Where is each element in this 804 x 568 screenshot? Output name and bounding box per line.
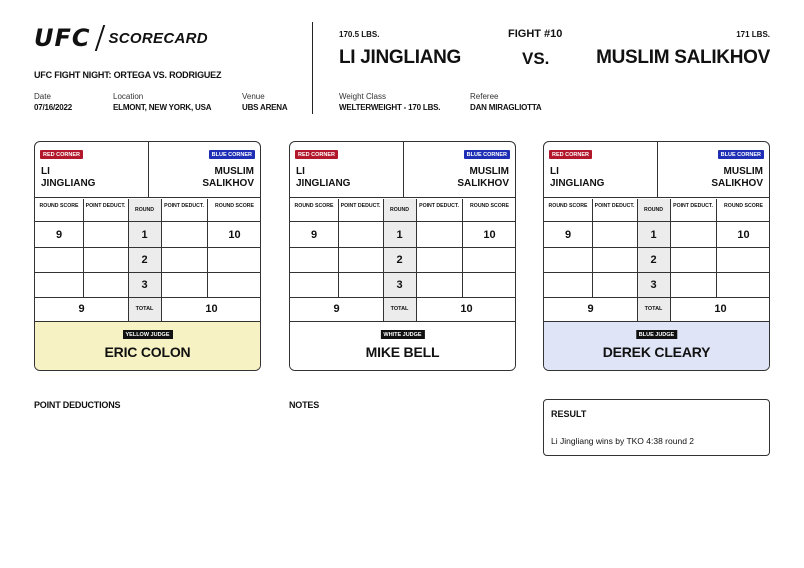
red-point-deduct (83, 223, 128, 247)
venue-value: UBS ARENA (242, 103, 288, 112)
grid-line (637, 199, 638, 298)
blue-round-score-header: ROUND SCORE (207, 199, 261, 222)
red-point-deduct (83, 273, 128, 297)
red-total-score: 9 (587, 303, 594, 315)
round-number: 1 (650, 229, 657, 241)
blue-round-score: 10 (228, 229, 241, 241)
round-row (35, 223, 260, 248)
ufc-scorecard-logo (34, 24, 208, 52)
grid-line (207, 199, 208, 298)
round-row (544, 248, 769, 273)
blue-round-score-header: ROUND SCORE (716, 199, 770, 222)
red-round-score: 9 (564, 229, 572, 241)
blue-round-score (716, 273, 770, 297)
result-title: RESULT (551, 409, 587, 419)
blue-last-name: SALIKHOV (202, 178, 254, 189)
judge-tag: WHITE JUDGE (380, 330, 424, 339)
blue-round-score (462, 273, 516, 297)
scorecard-judge-1 (34, 141, 261, 371)
blue-corner-name (202, 166, 254, 190)
total-label: TOTAL (390, 306, 409, 312)
red-corner-name (41, 166, 95, 190)
judge-panel (290, 322, 515, 371)
scorecard-header (544, 142, 769, 198)
total-row (544, 298, 769, 322)
blue-point-deduct (161, 273, 207, 297)
blue-point-deduct-header: POINT DEDUCT. (161, 199, 207, 222)
blue-weight: 171 LBS. (736, 30, 770, 39)
blue-round-score (716, 248, 770, 272)
location-value: ELMONT, NEW YORK, USA (113, 103, 212, 112)
red-round-score (290, 248, 338, 272)
grid-line (416, 199, 417, 298)
grid-line (670, 199, 671, 298)
blue-first-name: MUSLIM (723, 166, 763, 177)
blue-point-deduct (670, 248, 716, 272)
location-label: Location (113, 92, 144, 101)
red-last-name: JINGLIANG (41, 178, 96, 189)
judge-name: ERIC COLON (104, 344, 191, 360)
blue-corner-tag: BLUE CORNER (718, 150, 764, 159)
judge-name: DEREK CLEARY (602, 344, 711, 360)
result-text: Li Jingliang wins by TKO 4:38 round 2 (551, 436, 695, 446)
red-round-score (35, 273, 83, 297)
grid-line (462, 199, 463, 298)
grid-line (161, 199, 162, 298)
round-number: 3 (650, 279, 657, 291)
blue-point-deduct-header: POINT DEDUCT. (670, 199, 716, 222)
red-weight: 170.5 LBS. (339, 30, 380, 39)
header-split-line (657, 142, 658, 198)
blue-round-score (462, 248, 516, 272)
red-corner-name (296, 166, 350, 190)
red-round-score (290, 273, 338, 297)
round-number: 3 (396, 279, 403, 291)
blue-corner-tag: BLUE CORNER (464, 150, 510, 159)
blue-first-name: MUSLIM (469, 166, 509, 177)
red-point-deduct (592, 248, 637, 272)
scorecard-judge-2 (289, 141, 516, 371)
date-label: Date (34, 92, 51, 101)
round-row (35, 273, 260, 298)
red-first-name: LI (550, 166, 559, 177)
grid-line (383, 199, 384, 298)
blue-last-name: SALIKHOV (711, 178, 763, 189)
judge-tag: BLUE JUDGE (636, 330, 677, 339)
round-header: ROUND (128, 199, 161, 222)
red-point-deduct (338, 248, 383, 272)
round-row (544, 273, 769, 298)
red-round-score: 9 (310, 229, 318, 241)
header-split-line (148, 142, 149, 198)
red-corner-name (550, 166, 604, 190)
blue-point-deduct (670, 273, 716, 297)
blue-total-score: 10 (714, 303, 727, 315)
weight-class-label: Weight Class (339, 92, 386, 101)
red-corner-tag: RED CORNER (295, 150, 338, 159)
red-round-score: 9 (55, 229, 63, 241)
notes-title: NOTES (289, 400, 320, 410)
round-row (290, 223, 515, 248)
judge-tag: YELLOW JUDGE (122, 330, 172, 339)
judge-name: MIKE BELL (365, 344, 440, 360)
scorecard-logo-text: SCORECARD (108, 29, 208, 47)
red-fighter-name: LI JINGLIANG (339, 47, 462, 68)
blue-point-deduct (161, 223, 207, 247)
red-corner-tag: RED CORNER (40, 150, 83, 159)
scorecard-judge-3 (543, 141, 770, 371)
blue-point-deduct (161, 248, 207, 272)
red-first-name: LI (41, 166, 50, 177)
total-label: TOTAL (135, 306, 154, 312)
red-round-score-header: ROUND SCORE (35, 199, 83, 222)
round-number: 2 (141, 254, 148, 266)
blue-round-score: 10 (483, 229, 496, 241)
red-point-deduct (338, 223, 383, 247)
red-point-deduct (338, 273, 383, 297)
blue-round-score-header: ROUND SCORE (462, 199, 516, 222)
blue-corner-name (457, 166, 509, 190)
round-number: 1 (396, 229, 403, 241)
grid-line (128, 199, 129, 298)
point-deductions-title: POINT DEDUCTIONS (34, 400, 121, 410)
grid-line (83, 199, 84, 298)
red-round-score-header: ROUND SCORE (544, 199, 592, 222)
blue-last-name: SALIKHOV (457, 178, 509, 189)
judge-panel (35, 322, 260, 371)
judge-panel (544, 322, 769, 371)
round-number: 1 (141, 229, 148, 241)
round-row (544, 223, 769, 248)
date-value: 07/16/2022 (34, 103, 73, 112)
blue-fighter-name: MUSLIM SALIKHOV (596, 47, 770, 68)
red-round-score-header: ROUND SCORE (290, 199, 338, 222)
blue-corner-tag: BLUE CORNER (209, 150, 255, 159)
scorecard-header (35, 142, 260, 198)
round-row (290, 248, 515, 273)
total-row (290, 298, 515, 322)
result-box (543, 399, 770, 456)
referee-value: DAN MIRAGLIOTTA (470, 103, 542, 112)
red-point-deduct (592, 273, 637, 297)
round-number: 2 (396, 254, 403, 266)
red-first-name: LI (296, 166, 305, 177)
red-round-score (35, 248, 83, 272)
blue-round-score (207, 248, 261, 272)
blue-round-score: 10 (737, 229, 750, 241)
scorecard-header (290, 142, 515, 198)
blue-point-deduct (670, 223, 716, 247)
fight-number: FIGHT #10 (508, 28, 563, 40)
event-title: UFC FIGHT NIGHT: ORTEGA VS. RODRIGUEZ (34, 70, 222, 80)
red-point-deduct-header: POINT DEDUCT. (83, 199, 128, 222)
blue-point-deduct (416, 273, 462, 297)
round-row (290, 273, 515, 298)
ufc-logo-text: UFC (34, 24, 91, 52)
blue-point-deduct (416, 223, 462, 247)
blue-round-score (207, 273, 261, 297)
blue-first-name: MUSLIM (214, 166, 254, 177)
blue-point-deduct-header: POINT DEDUCT. (416, 199, 462, 222)
red-round-score (544, 248, 592, 272)
red-point-deduct-header: POINT DEDUCT. (338, 199, 383, 222)
grid-line (338, 199, 339, 298)
red-total-score: 9 (78, 303, 85, 315)
red-total-score: 9 (333, 303, 340, 315)
grid-line (716, 199, 717, 298)
header-divider (312, 22, 313, 114)
round-number: 3 (141, 279, 148, 291)
total-label: TOTAL (644, 306, 663, 312)
round-header: ROUND (637, 199, 670, 222)
blue-total-score: 10 (460, 303, 473, 315)
round-row (35, 248, 260, 273)
red-point-deduct-header: POINT DEDUCT. (592, 199, 637, 222)
blue-total-score: 10 (205, 303, 218, 315)
blue-point-deduct (416, 248, 462, 272)
blue-corner-name (711, 166, 763, 190)
venue-label: Venue (242, 92, 265, 101)
grid-line (592, 199, 593, 298)
round-number: 2 (650, 254, 657, 266)
weight-class-value: WELTERWEIGHT - 170 LBS. (339, 103, 441, 112)
red-point-deduct (592, 223, 637, 247)
referee-label: Referee (470, 92, 499, 101)
red-last-name: JINGLIANG (550, 178, 605, 189)
header-split-line (403, 142, 404, 198)
logo-divider (94, 25, 104, 51)
red-last-name: JINGLIANG (296, 178, 351, 189)
red-point-deduct (83, 248, 128, 272)
total-row (35, 298, 260, 322)
red-round-score (544, 273, 592, 297)
round-header: ROUND (383, 199, 416, 222)
red-corner-tag: RED CORNER (549, 150, 592, 159)
versus-label: VS. (522, 49, 550, 68)
